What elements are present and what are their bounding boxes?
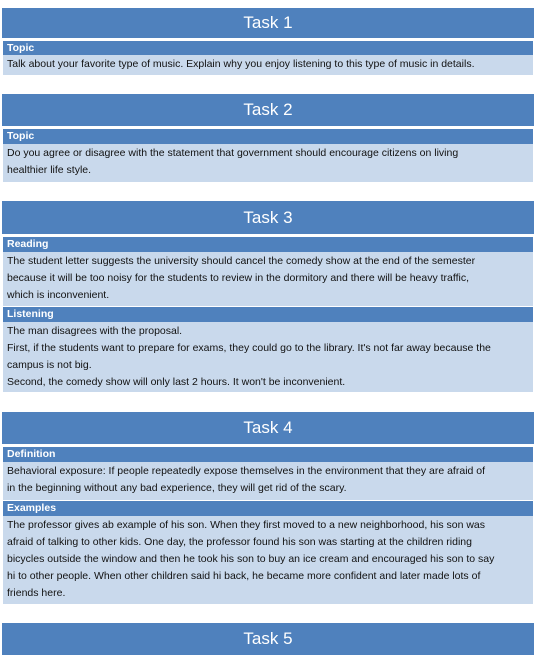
task-5-header: Task 5 (2, 623, 534, 655)
task-4-definition-text: Behavioral exposure: If people repeatedly expose themselves in the environment that they are afraid of in the beginning without any bad experience, they will get rid of the scary. (3, 462, 533, 500)
task-1-header: Task 1 (2, 8, 534, 38)
task-4-examples-text: The professor gives ab example of his son. When they first moved to a new neighborhood, his son was afraid of talking to other kids. One day, the professor found his son was starting at the children riding bicycles outside the window and then he took his son to buy an ice cream and encouraged his son to say hi to other people. When other children said hi back, he became more confident and later made lots of friends here. (3, 516, 533, 604)
task-1-topic-label: Topic (3, 40, 533, 55)
task-1-topic-text: Talk about your favorite type of music. Explain why you enjoy listening to this type of music in details. (3, 55, 533, 75)
task-3-reading-label: Reading (3, 236, 533, 252)
task-4-definition-label: Definition (3, 446, 533, 462)
task-2-topic-label: Topic (3, 128, 533, 144)
task-2-topic-text: Do you agree or disagree with the statement that government should encourage citizens on living healthier life style. (3, 144, 533, 182)
task-3-listening-label: Listening (3, 306, 533, 322)
task-2-header: Task 2 (2, 94, 534, 126)
task-4-examples-label: Examples (3, 500, 533, 516)
task-4-header: Task 4 (2, 412, 534, 444)
task-3-reading-text: The student letter suggests the university should cancel the comedy show at the end of the semester because it will be too noisy for the students to review in the dormitory and there will be heavy traffic, which is inconvenient. (3, 252, 533, 306)
task-3-header: Task 3 (2, 201, 534, 234)
task-3-listening-text: The man disagrees with the proposal. First, if the students want to prepare for exams, they could go to the library. It's not far away because the campus is not big. Second, the comedy show will only last 2 hours. It won't be inconvenient. (3, 322, 533, 392)
